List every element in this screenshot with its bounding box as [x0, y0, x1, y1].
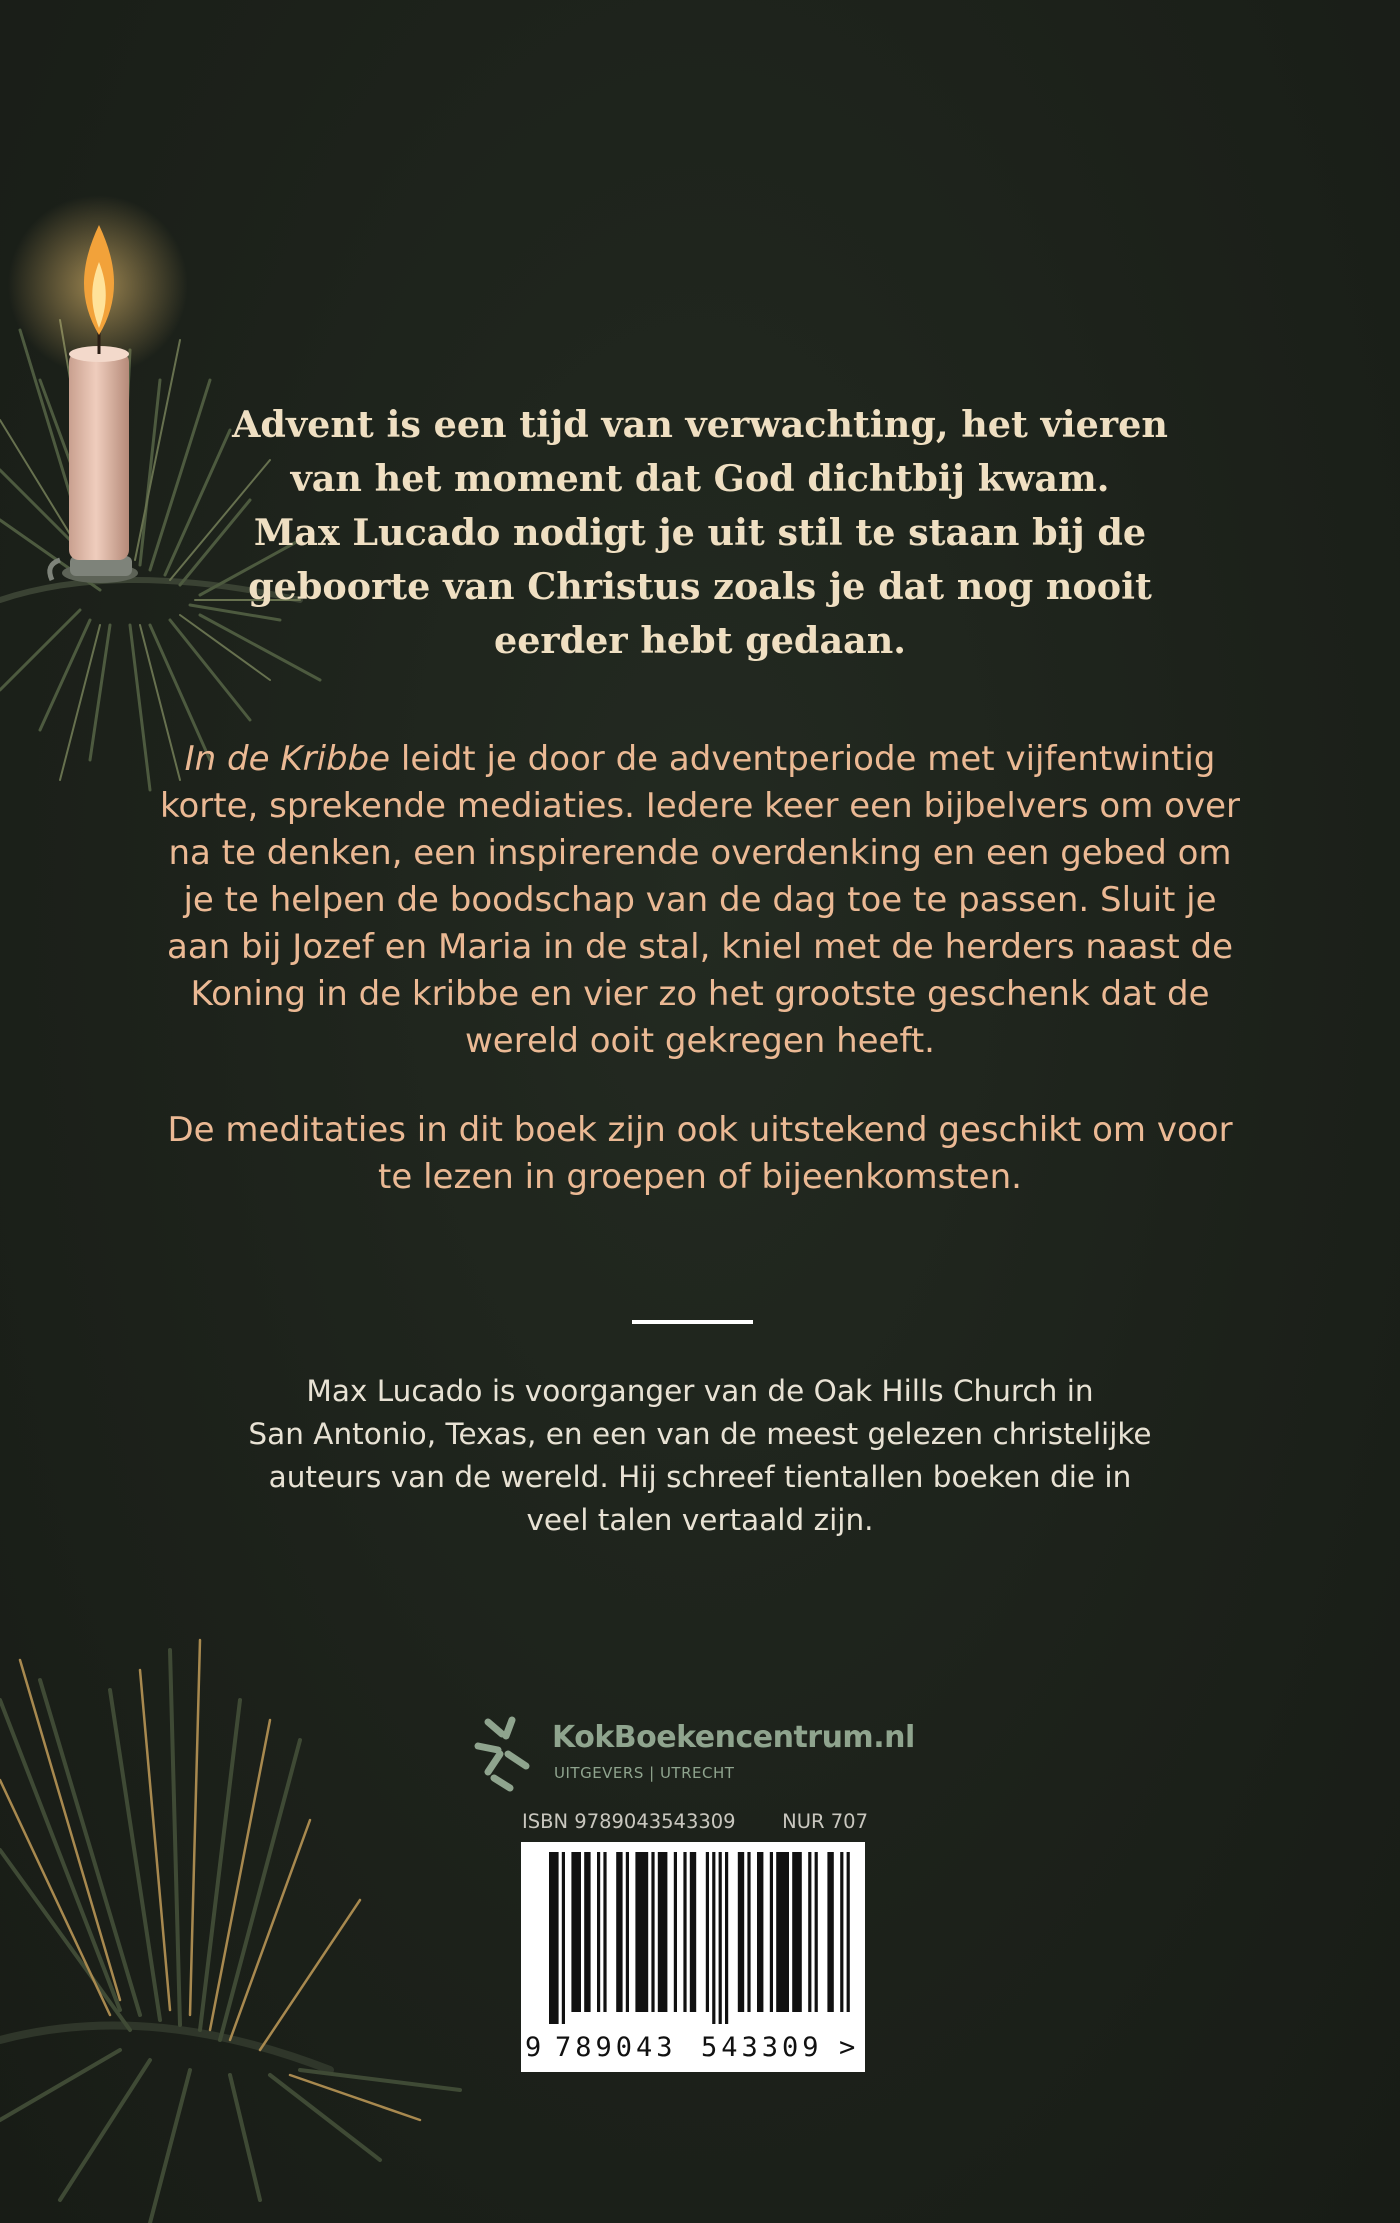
description-line: Koning in de kribbe en vier zo het grootste geschenk dat de: [190, 974, 1210, 1014]
kok-boekencentrum-logo-icon: [470, 1712, 540, 1796]
book-title: In de Kribbe: [184, 739, 391, 779]
barcode-bar: [770, 1852, 773, 2012]
barcode-bar: [658, 1852, 668, 2012]
description-line: wereld ooit gekregen heeft.: [465, 1021, 935, 1061]
description-line: te lezen in groepen of bijeenkomsten.: [378, 1157, 1022, 1197]
description-line: korte, sprekende mediaties. Iedere keer een bijbelvers om over: [160, 786, 1240, 826]
barcode-bars: [531, 1852, 855, 2024]
description-line: [140, 736, 1260, 783]
barcode-bar: [738, 1852, 744, 2012]
barcode-bar: [562, 1852, 565, 2024]
barcode-first-digit: 9: [525, 2032, 542, 2063]
barcode-left-group: 789043: [555, 2032, 677, 2063]
publisher-subtitle: UITGEVERS | UTRECHT: [554, 1764, 735, 1782]
barcode: [521, 1842, 865, 2072]
barcode-bar: [683, 1852, 686, 2012]
bio-line: San Antonio, Texas, en een van de meest gelezen christelijke: [248, 1417, 1152, 1451]
divider: [632, 1320, 753, 1324]
bottom-pine-branch: [0, 1640, 460, 2223]
bio-line: auteurs van de wereld. Hij schreef tientallen boeken die in: [268, 1460, 1132, 1494]
barcode-bar: [584, 1852, 590, 2012]
description-line: je te helpen de boodschap van de dag toe te passen. Sluit je: [183, 880, 1217, 920]
barcode-right-group: 543309: [701, 2032, 823, 2063]
intro-line: eerder hebt gedaan.: [493, 619, 906, 662]
barcode-bar: [719, 1852, 722, 2024]
publisher-logo: [470, 1712, 915, 1796]
barcode-bar: [690, 1852, 696, 2012]
bio-line: Max Lucado is voorganger van de Oak Hills Church in: [306, 1374, 1094, 1408]
candle-icon: [50, 225, 138, 583]
barcode-bar: [847, 1852, 850, 2012]
intro-line: van het moment dat God dichtbij kwam.: [290, 457, 1110, 500]
intro-line: geboorte van Christus zoals je dat nog nooit: [248, 565, 1152, 608]
barcode-bar: [827, 1852, 833, 2012]
barcode-bar: [792, 1852, 802, 2012]
barcode-digits: [521, 2032, 865, 2068]
barcode-bar: [815, 1852, 818, 2012]
barcode-bar: [626, 1852, 629, 2012]
intro-paragraph: [220, 398, 1180, 668]
barcode-bar: [712, 1852, 715, 2024]
description-line-rest: leidt je door de adventperiode met vijfentwintig: [390, 739, 1216, 779]
barcode-bar: [651, 1852, 654, 2012]
isbn-line: [522, 1810, 868, 1833]
description-line: aan bij Jozef en Maria in de stal, kniel met de herders naast de: [166, 927, 1233, 967]
barcode-bar: [776, 1852, 789, 2012]
barcode-bar: [747, 1852, 750, 2012]
description-paragraph-2: [140, 1107, 1260, 1201]
author-bio: [200, 1370, 1200, 1542]
barcode-bar: [725, 1852, 728, 2024]
description-line: De meditaties in dit boek zijn ook uitstekend geschikt om voor: [167, 1110, 1233, 1150]
barcode-bar: [808, 1852, 811, 2012]
publisher-name: KokBoekencentrum.nl: [552, 1720, 915, 1755]
barcode-bar: [597, 1852, 600, 2012]
barcode-bar: [571, 1852, 581, 2012]
nur-text: NUR 707: [782, 1810, 868, 1833]
barcode-bar: [603, 1852, 606, 2012]
intro-line: Advent is een tijd van verwachting, het vieren: [232, 403, 1168, 446]
description-paragraph: [140, 736, 1260, 1065]
barcode-bar: [616, 1852, 622, 2012]
intro-line: Max Lucado nodigt je uit stil te staan bij de: [253, 511, 1147, 554]
barcode-bar: [674, 1852, 677, 2012]
barcode-bar: [706, 1852, 709, 2012]
description-line: na te denken, een inspirerende overdenking en een gebed om: [168, 833, 1232, 873]
barcode-end-mark: >: [839, 2032, 856, 2063]
barcode-bar: [840, 1852, 843, 2012]
barcode-bar: [549, 1852, 559, 2024]
barcode-bar: [635, 1852, 648, 2012]
barcode-bar: [757, 1852, 763, 2012]
isbn-text: ISBN 9789043543309: [522, 1810, 736, 1833]
bio-line: veel talen vertaald zijn.: [526, 1503, 874, 1537]
